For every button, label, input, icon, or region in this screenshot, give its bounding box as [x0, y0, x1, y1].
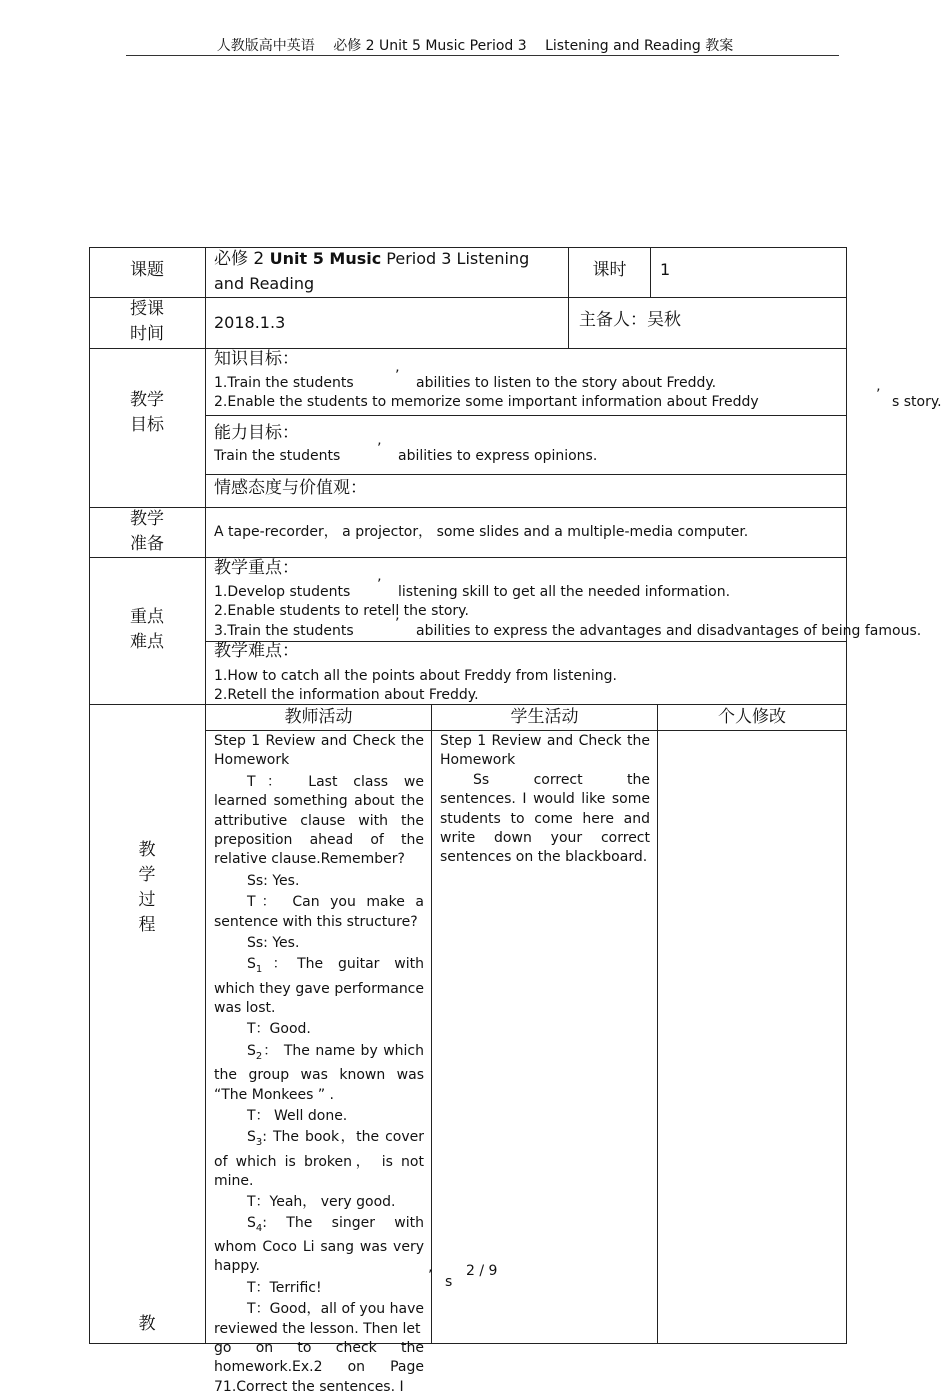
attitude-goals-title: 情感态度与价值观：: [214, 478, 367, 498]
difficulty-2: 2.Retell the information about Freddy.: [214, 687, 479, 703]
key-point-1: 1.Develop students: [214, 584, 351, 600]
knowledge-goals-title: 知识目标：: [214, 349, 299, 369]
key-point-2: 2.Enable students to retell the story.: [214, 603, 469, 619]
process-label: 教 学 过 程: [138, 840, 156, 935]
topic-label: 课题: [130, 260, 164, 280]
prep-label: 教学 准备: [130, 509, 164, 554]
page-header: 人教版高中英语 必修 2 Unit 5 Music Period 3 Listening and Reading 教案: [216, 38, 734, 54]
knowledge-goal-2-rest: s story.: [892, 394, 942, 410]
process-label-continued: 教: [138, 1314, 156, 1334]
student-activity-header: 学生活动: [510, 707, 579, 727]
teacher-activity: Step 1 Review and Check the Homework T： Last class we learned something about the attributive clause with the preposition ahead of the relative clause.Remember? Ss: Yes. T： Can you make a sentence with this structure? Ss: Yes. $S_1$：The guitar with which they gave performance was lost. T：Good. $S_2$： The name by which the group was known was “The Monkees ” . T： Well done. $S_3$: The book，the cover of which is broken， is not mine. T：Yeah， very good. $S_4$: The singer with whom Coco Li sang was very happy. T：Terrific! T：Good，all of you have reviewed the lesson. Then let go on to check the homework.Ex.2 on Page 71.Correct the sentences. I: [214, 733, 424, 1395]
knowledge-goal-2: 2.Enable the students to memorize some important information about Freddy: [214, 394, 759, 410]
hours-label: 课时: [592, 260, 627, 280]
key-point-3-rest: abilities to express the advantages and disadvantages of being famous.: [416, 623, 922, 639]
ability-goals-title: 能力目标：: [214, 423, 299, 443]
hours-value: 1: [660, 260, 671, 279]
personal-edit-header: 个人修改: [718, 707, 786, 727]
ability-goal-1: Train the students: [214, 448, 341, 464]
key-point-1-rest: listening skill to get all the needed information.: [398, 584, 731, 600]
goals-label: 教学 目标: [130, 390, 164, 435]
teacher-activity-lets-s: s: [445, 1274, 453, 1290]
knowledge-goal-1-rest: abilities to listen to the story about Freddy.: [416, 375, 717, 391]
student-activity: Step 1 Review and Check the Homework Ss correct the sentences. I would like some students to come here and write down your correct sentences on the blackboard.: [440, 733, 650, 866]
lesson-title: 必修 2 Unit 5 Music Period 3 Listening: [214, 249, 530, 269]
time-label: 授课 时间: [130, 299, 164, 344]
key-points-title: 教学重点：: [214, 558, 299, 578]
prep-materials: A tape-recorder， a projector， some slides and a multiple-media computer.: [214, 524, 749, 540]
preparer: 主备人：吴秋: [579, 310, 681, 330]
teacher-activity-header: 教师活动: [284, 707, 353, 727]
difficulties-title: 教学难点：: [214, 641, 299, 661]
ability-goal-1-rest: abilities to express opinions.: [398, 448, 598, 464]
knowledge-goal-1: 1.Train the students: [214, 375, 354, 391]
key-point-3: 3.Train the students: [214, 623, 354, 639]
page-number: 2 / 9: [466, 1263, 498, 1279]
lesson-title-line2: and Reading: [214, 274, 315, 293]
keypoints-label: 重点 难点: [130, 607, 164, 652]
header-rule: [126, 55, 839, 56]
lesson-date: 2018.1.3: [214, 313, 286, 332]
difficulty-1: 1.How to catch all the points about Freddy from listening.: [214, 668, 617, 684]
